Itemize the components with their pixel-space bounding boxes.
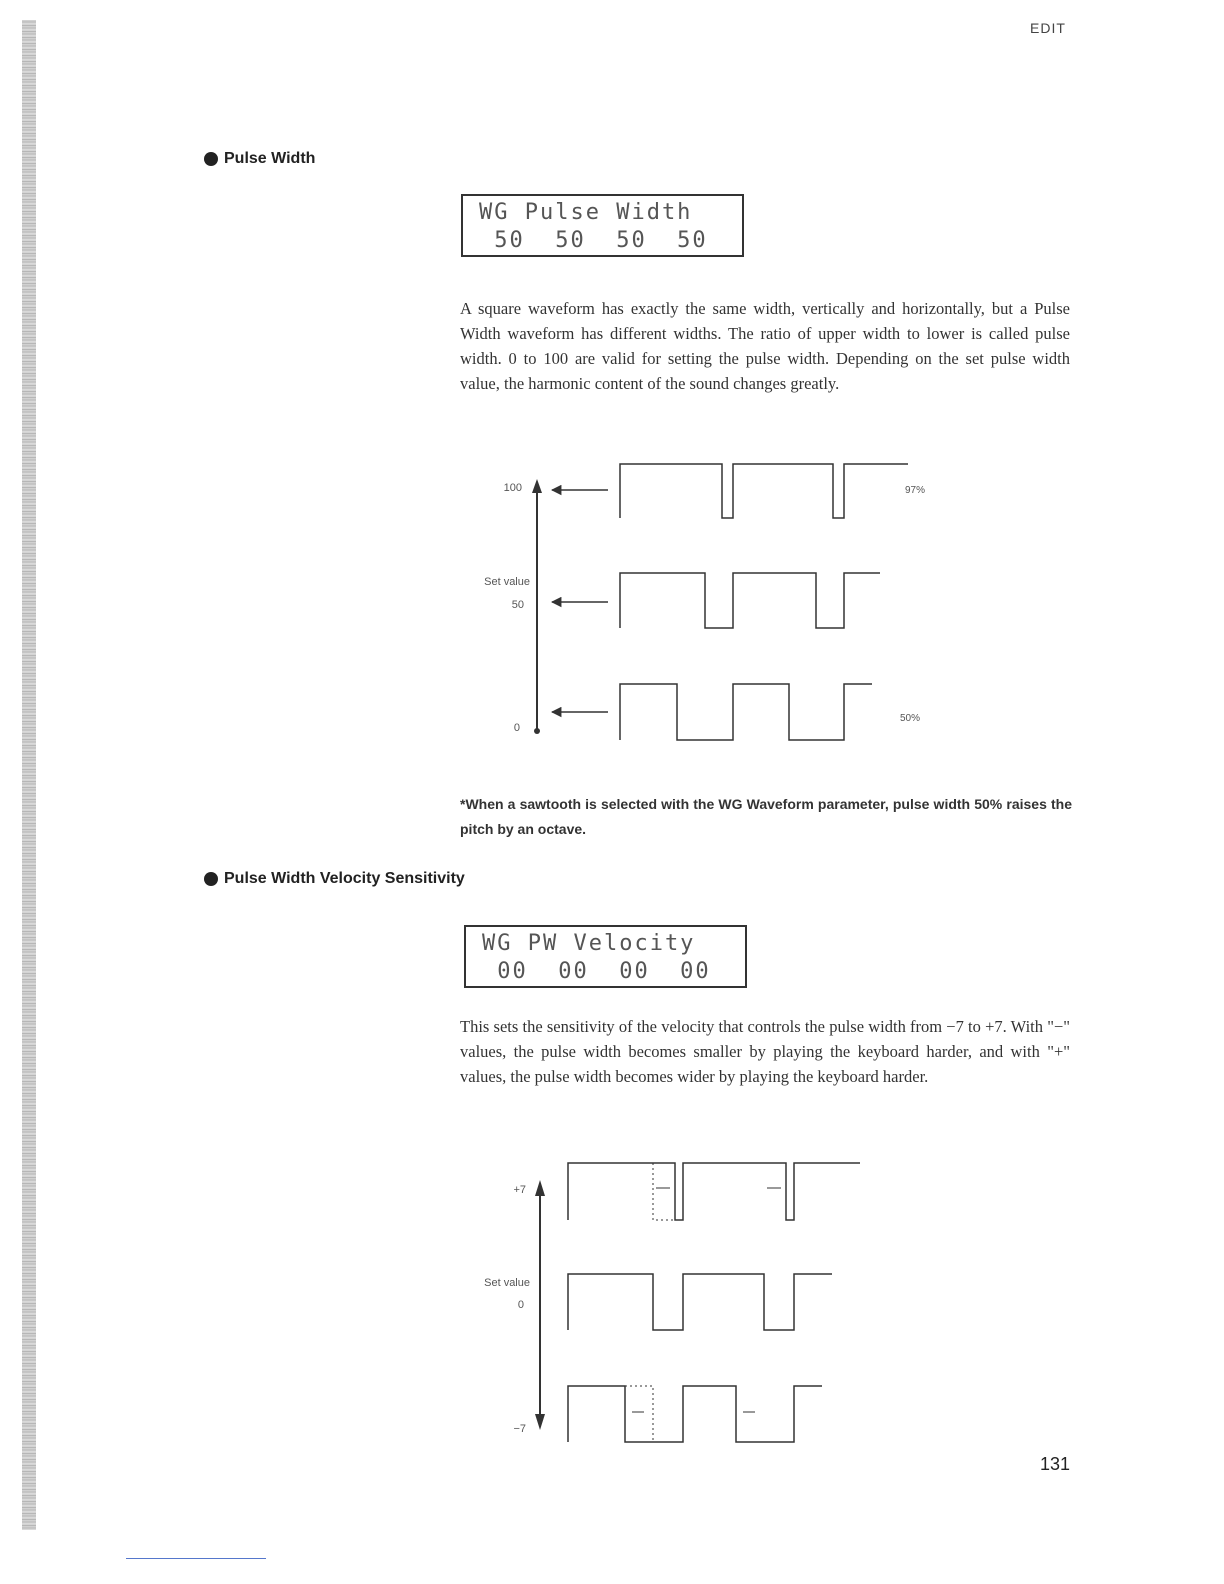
lcd-line-1: WG Pulse Width [479,200,693,225]
section-mark: EDIT [1030,20,1066,36]
waveform-97 [620,464,908,518]
waveform-zero [568,1274,832,1330]
page-number: 131 [1040,1454,1071,1474]
pw-velocity-diagram [460,1150,880,1450]
waveform-plus7 [568,1163,860,1220]
scan-edge [22,20,36,1530]
axis-origin-dot [534,728,540,734]
axis-label-minus7: −7 [513,1423,526,1435]
waveform-minus7 [568,1386,822,1442]
bullet-icon [204,152,218,166]
axis-label-0: 0 [513,722,520,734]
lcd-line-2: 00 00 00 00 [482,959,711,984]
pulse-width-heading [204,150,315,168]
axis-label-0: 0 [517,1299,524,1311]
pw-velocity-description: This sets the sensitivity of the velocity that controls the pulse width from −7 to +7. With "−" values, the pulse width becomes smaller by playing the keyboard harder, and with "+" values, the pulse width becomes wider by playing the keyboard harder. [460,1017,1070,1086]
waveform-minus7-reference [625,1386,653,1442]
pw-velocity-lcd [464,925,747,988]
axis-label-50: 50 [511,599,524,611]
waveform-50-setting [620,573,880,628]
sawtooth-note: *When a sawtooth is selected with the WG Waveform parameter, pulse width 50% raises the pitch by an octave. [460,796,1072,837]
pulse-width-diagram [460,455,960,755]
bullet-icon [204,872,218,886]
axis-arrow-up-icon [535,1180,545,1196]
axis-label-set-value: Set value [484,1277,530,1289]
pulse-width-lcd [461,194,744,257]
waveform-plus7-reference [653,1163,675,1220]
lcd-line-1: WG PW Velocity [482,931,696,956]
lcd-line-2: 50 50 50 50 [479,228,708,253]
bottom-rule [126,1558,266,1559]
pw-velocity-heading [204,870,465,888]
pulse-width-heading-text: Pulse Width [224,150,316,167]
label-97-percent: 97% [905,485,926,496]
pw-velocity-heading-text: Pulse Width Velocity Sensitivity [224,870,465,887]
axis-arrow-up-icon [532,479,542,493]
axis-label-100: 100 [503,482,522,494]
axis-label-set-value: Set value [484,576,530,588]
axis-label-plus7: +7 [513,1184,526,1196]
pulse-width-description: A square waveform has exactly the same width, vertically and horizontally, but a Pulse Width waveform has different widths. The ratio of upper width to lower is called pulse width. 0 to 100 are valid for setting the pulse width. Depending on the set pulse width value, the harmonic content of the sound changes greatly. [460,299,1070,393]
waveform-0-setting [620,684,872,740]
label-50-percent: 50% [900,713,921,724]
axis-arrow-down-icon [535,1414,545,1430]
